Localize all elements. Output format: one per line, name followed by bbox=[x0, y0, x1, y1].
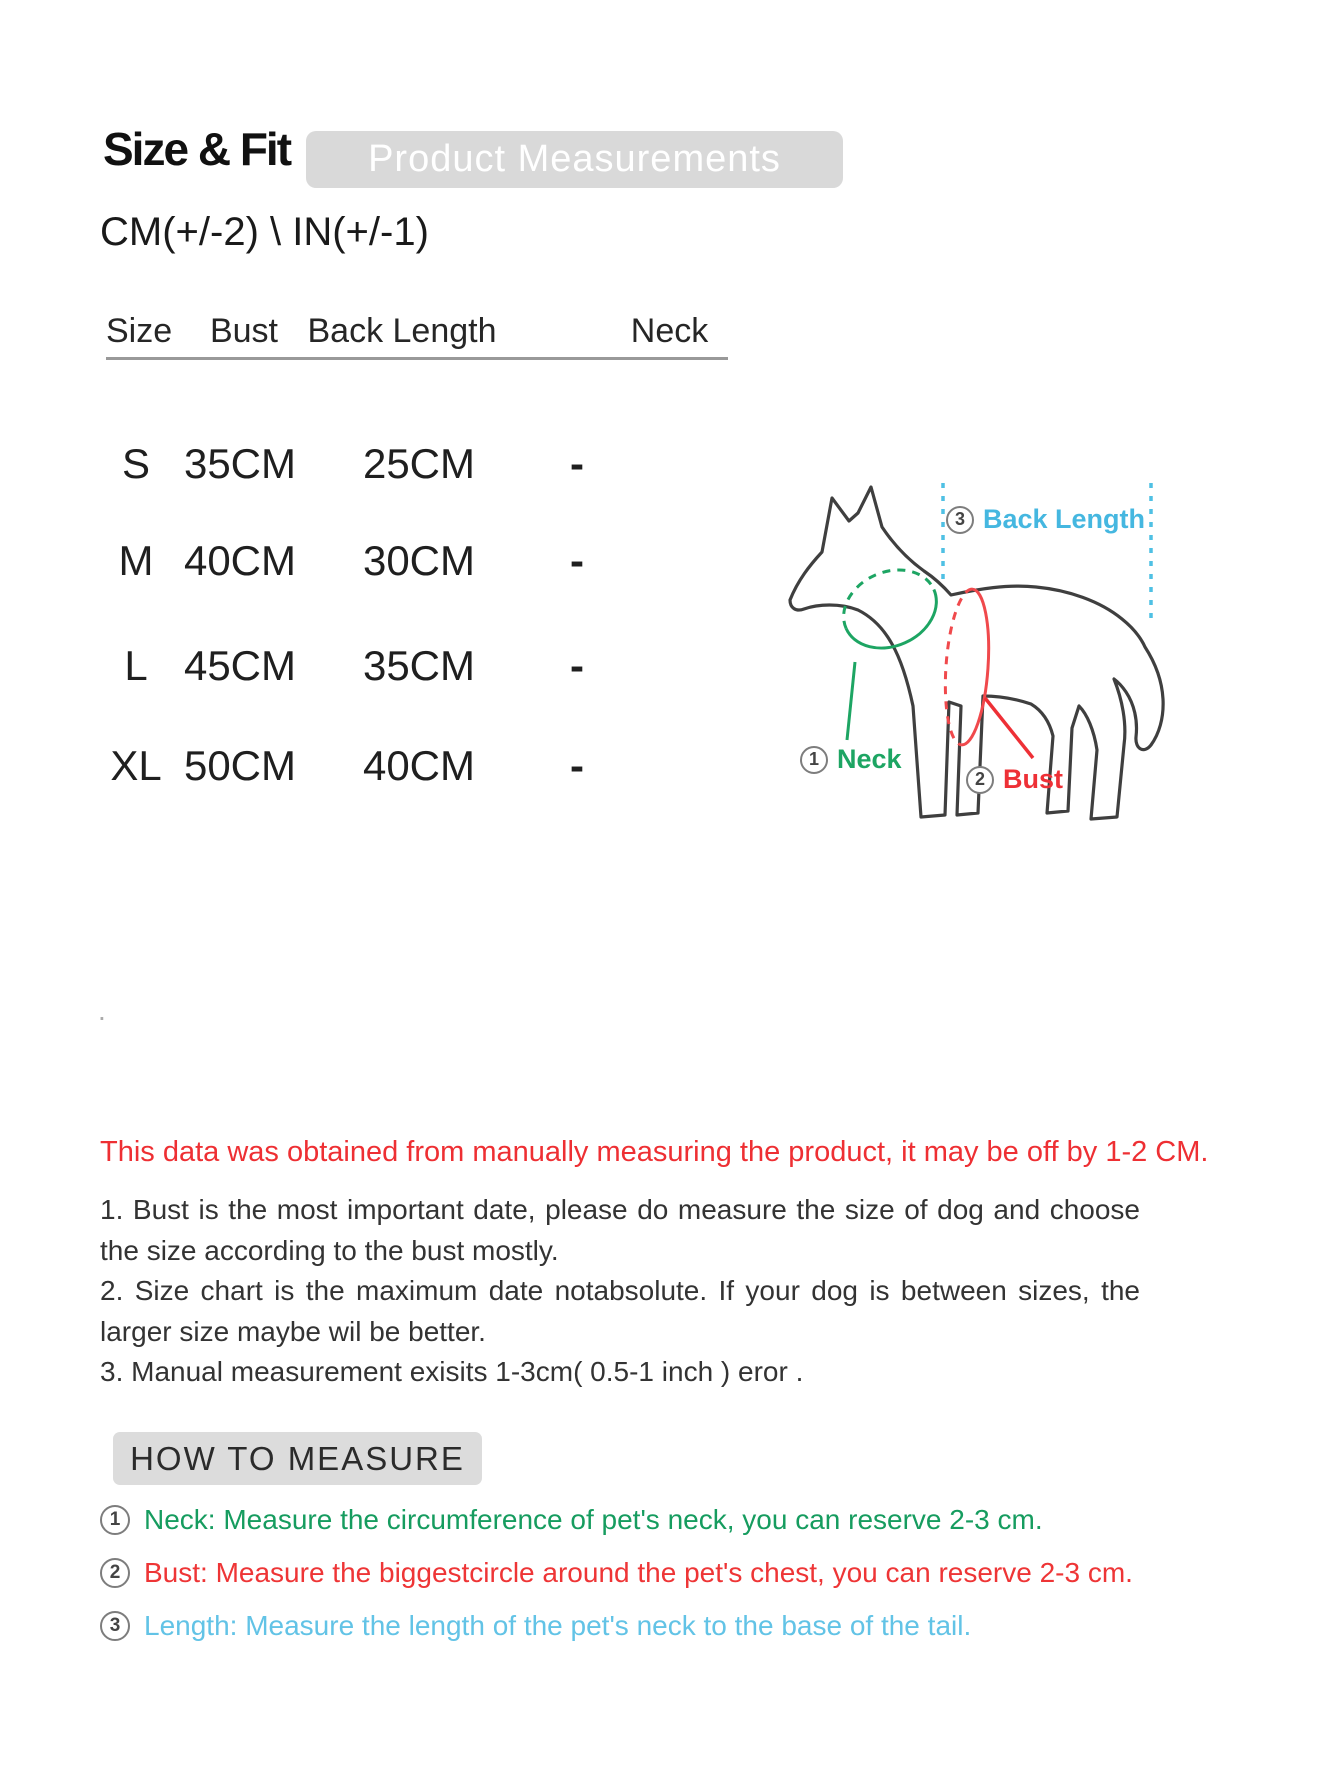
cell-neck: - bbox=[570, 537, 584, 584]
label-back-length bbox=[946, 504, 1145, 535]
cell-size: S bbox=[121, 440, 150, 487]
column-header-back-length: Back Length bbox=[307, 312, 497, 350]
measure-step-text: Bust: Measure the biggestcircle around the pet's chest, you can reserve 2-3 cm. bbox=[144, 1557, 1133, 1588]
circled-number-3-icon: 3 bbox=[946, 506, 974, 534]
page-title: Size & Fit bbox=[103, 123, 291, 175]
bust-pointer-line bbox=[985, 698, 1033, 758]
cell-bust: 50CM bbox=[183, 742, 297, 789]
cell-bust: 35CM bbox=[183, 440, 297, 487]
cell-neck: - bbox=[570, 642, 584, 689]
cell-back-length: 25CM bbox=[362, 440, 476, 487]
neck-pointer-line bbox=[847, 662, 855, 740]
label-neck bbox=[800, 744, 902, 775]
dog-diagram bbox=[770, 468, 1190, 840]
measure-step-neck bbox=[100, 1504, 1043, 1536]
note-item-2: 2. Size chart is the maximum date notabsolute. If your dog is between sizes, the larger size maybe wil be better. bbox=[100, 1275, 1140, 1347]
neck-label-text: Neck bbox=[837, 744, 902, 774]
circled-number-2-icon: 2 bbox=[966, 766, 994, 794]
cell-size: M bbox=[118, 537, 154, 584]
units-note: CM(+/-2) \ IN(+/-1) bbox=[100, 210, 429, 254]
measure-step-text: Neck: Measure the circumference of pet's neck, you can reserve 2-3 cm. bbox=[144, 1504, 1043, 1535]
how-to-measure-label: HOW TO MEASURE bbox=[130, 1439, 465, 1477]
product-measurements-label: Product Measurements bbox=[368, 138, 781, 180]
note-item-1: 1. Bust is the most important date, please do measure the size of dog and choose the size according to the bust mostly. bbox=[100, 1194, 1140, 1266]
cell-neck: - bbox=[570, 742, 584, 789]
measure-step-length bbox=[100, 1610, 971, 1642]
column-header-size: Size bbox=[106, 312, 173, 350]
measure-step-bust bbox=[100, 1557, 1133, 1589]
notes-list bbox=[100, 1190, 1140, 1393]
stray-dot: . bbox=[98, 995, 106, 1026]
back-length-label-text: Back Length bbox=[983, 504, 1146, 534]
product-measurements-badge bbox=[306, 131, 843, 188]
column-header-neck: Neck bbox=[630, 312, 709, 350]
how-to-measure-heading bbox=[113, 1432, 482, 1485]
column-header-bust: Bust bbox=[209, 312, 279, 350]
cell-back-length: 40CM bbox=[362, 742, 476, 789]
circled-number-1-icon: 1 bbox=[800, 746, 828, 774]
cell-size: L bbox=[124, 642, 148, 689]
circled-number-1-icon: 1 bbox=[100, 1505, 130, 1535]
note-item-3: 3. Manual measurement exisits 1-3cm( 0.5-1 inch ) eror . bbox=[100, 1356, 804, 1387]
cell-bust: 40CM bbox=[183, 537, 297, 584]
circled-number-2-icon: 2 bbox=[100, 1558, 130, 1588]
cell-back-length: 30CM bbox=[362, 537, 476, 584]
cell-neck: - bbox=[570, 440, 584, 487]
disclaimer-text: This data was obtained from manually measuring the product, it may be off by 1-2 CM. bbox=[100, 1136, 1209, 1168]
bust-label-text: Bust bbox=[1003, 764, 1063, 794]
cell-back-length: 35CM bbox=[362, 642, 476, 689]
cell-size: XL bbox=[110, 742, 162, 789]
circled-number-3-icon: 3 bbox=[100, 1611, 130, 1641]
measure-step-text: Length: Measure the length of the pet's neck to the base of the tail. bbox=[144, 1610, 972, 1641]
table-header-rule bbox=[106, 357, 728, 360]
cell-bust: 45CM bbox=[183, 642, 297, 689]
label-bust bbox=[966, 764, 1063, 795]
